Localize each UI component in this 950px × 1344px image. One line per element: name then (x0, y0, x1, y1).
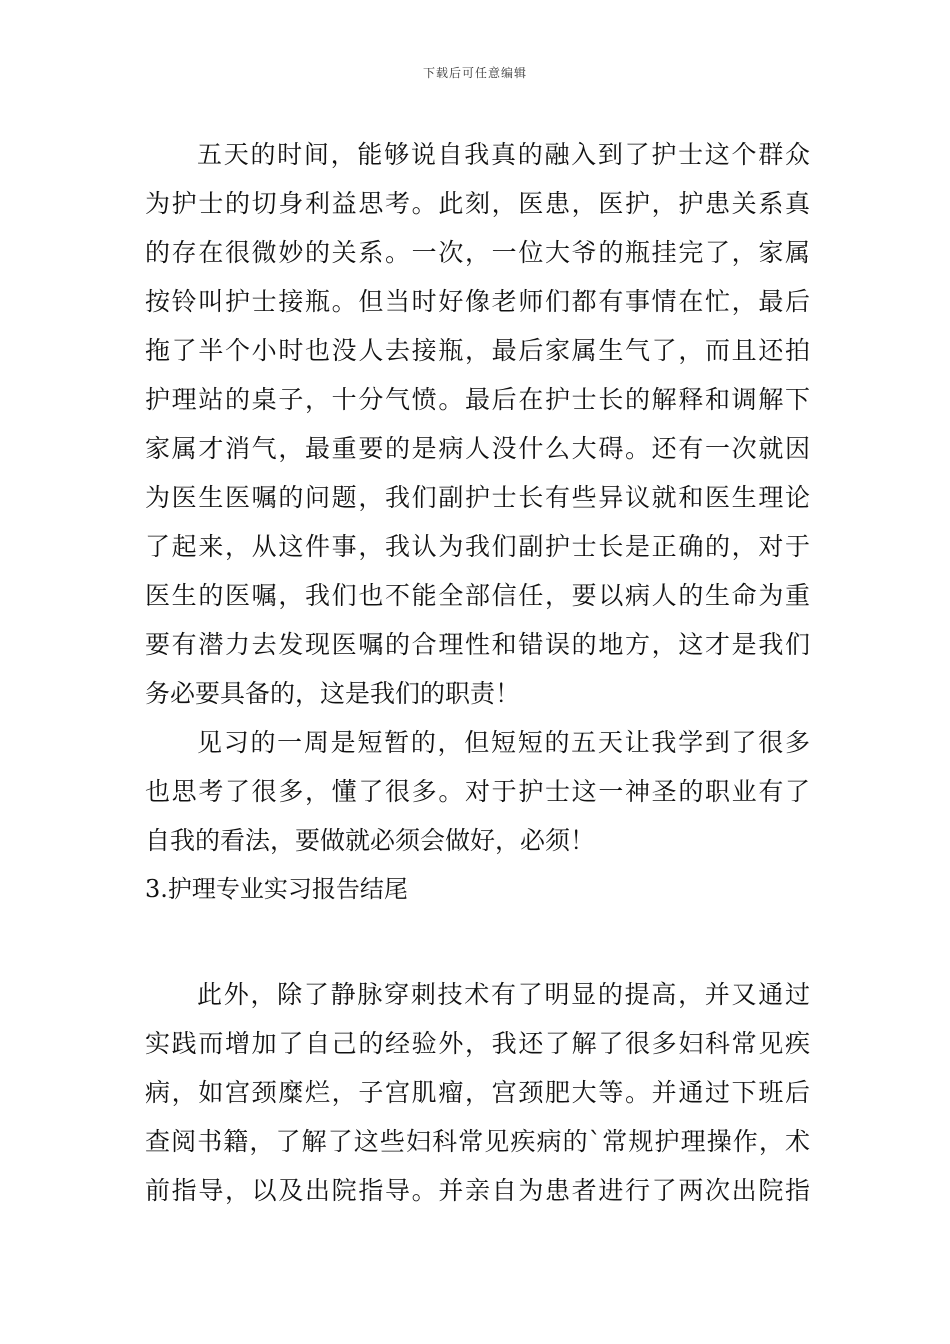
text-line: 拖了半个小时也没人去接瓶，最后家属生气了，而且还拍 (145, 336, 810, 365)
text-line: 前指导，以及出院指导。并亲自为患者进行了两次出院指 (145, 1176, 810, 1205)
paragraph-3 (145, 970, 810, 1215)
page-header-note: 下载后可任意编辑 (422, 66, 527, 80)
text-line: 查阅书籍，了解了这些妇科常见疾病的`常规护理操作，术 (145, 1127, 810, 1156)
text-line: 此外，除了静脉穿刺技术有了明显的提高，并又通过 (197, 980, 810, 1009)
section-heading: 3.护理专业实习报告结尾 (145, 875, 408, 903)
text-line: 家属才消气，最重要的是病人没什么大碍。还有一次就因 (145, 434, 810, 463)
text-line: 要有潜力去发现医嘱的合理性和错误的地方，这才是我们 (145, 630, 810, 659)
section-gap (145, 914, 810, 970)
paragraph-2 (145, 718, 810, 865)
text-line: 五天的时间，能够说自我真的融入到了护士这个群众 (197, 140, 810, 169)
paragraph-1 (145, 130, 810, 718)
text-line: 病，如宫颈糜烂，子宫肌瘤，宫颈肥大等。并通过下班后 (145, 1078, 810, 1107)
text-line: 务必要具备的，这是我们的职责！ (145, 679, 521, 708)
text-line: 见习的一周是短暂的，但短短的五天让我学到了很多 (197, 728, 810, 757)
text-line: 了起来，从这件事，我认为我们副护士长是正确的，对于 (145, 532, 810, 561)
text-line: 实践而增加了自己的经验外，我还了解了很多妇科常见疾 (145, 1029, 810, 1058)
text-line: 也思考了很多，懂了很多。对于护士这一神圣的职业有了 (145, 777, 810, 806)
document-body (145, 130, 810, 1215)
text-line: 为医生医嘱的问题，我们副护士长有些异议就和医生理论 (145, 483, 810, 512)
text-line: 医生的医嘱，我们也不能全部信任，要以病人的生命为重 (145, 581, 810, 610)
text-line: 按铃叫护士接瓶。但当时好像老师们都有事情在忙，最后 (145, 287, 810, 316)
text-line: 护理站的桌子，十分气愤。最后在护士长的解释和调解下 (145, 385, 810, 414)
text-line: 为护士的切身利益思考。此刻，医患，医护，护患关系真 (145, 189, 810, 218)
text-line: 的存在很微妙的关系。一次，一位大爷的瓶挂完了，家属 (145, 238, 810, 267)
text-line: 自我的看法，要做就必须会做好，必须！ (145, 826, 596, 855)
